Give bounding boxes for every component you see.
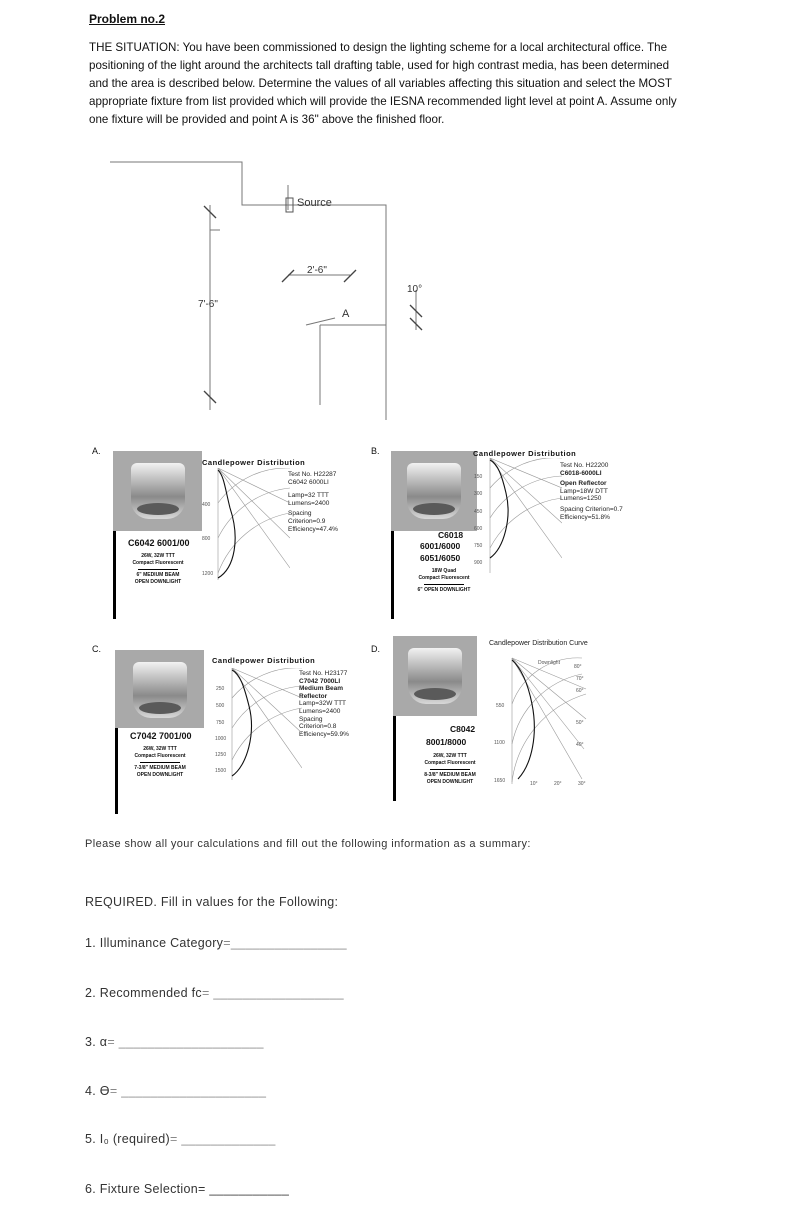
required-heading: REQUIRED. Fill in values for the Following: — [85, 895, 339, 909]
svg-text:800: 800 — [202, 536, 211, 542]
ceiling-wall-outline — [110, 162, 386, 420]
vertical-dimension-label: 7'-6" — [198, 299, 218, 310]
option-d-label: D. — [371, 644, 380, 654]
option-a-label: A. — [92, 446, 101, 456]
required-item-illuminance-category: 1. Illuminance Category=________________ — [85, 936, 347, 950]
svg-text:Downlight: Downlight — [538, 660, 560, 666]
section-diagram — [110, 160, 450, 420]
fixture-b-bar — [391, 531, 394, 619]
required-item-fixture-selection: 6. Fixture Selection= ___________ — [85, 1182, 290, 1196]
horizontal-dimension-label: 2'-6" — [307, 265, 327, 276]
problem-title: Problem no.2 — [89, 12, 166, 26]
svg-text:20°: 20° — [554, 781, 562, 787]
fixture-c-photo — [115, 650, 204, 728]
fixture-c-specs: 26W, 32W TTT Compact Fluorescent 7-3/8" MEDIUM BEAM OPEN DOWNLIGHT — [134, 746, 186, 778]
required-item-theta: 4. Ө= ____________________ — [85, 1084, 267, 1098]
fixture-c-bar — [115, 728, 118, 814]
svg-text:50°: 50° — [576, 720, 584, 726]
fixture-c-curve — [232, 670, 251, 776]
point-a-label: A — [342, 308, 350, 320]
downlight-icon — [131, 463, 185, 519]
fixture-b-test-info: Test No. H22200 C6018-6000LI Open Reflector Lamp=18W DTT Lumens=1250 Spacing Criterion=0.7 Efficiency=51.8% — [560, 462, 623, 521]
instructions-text: Please show all your calculations and fill out the following information as a summary: — [85, 838, 531, 850]
fixture-a-polar-chart — [200, 468, 290, 583]
required-item-alpha: 3. α= ____________________ — [85, 1035, 264, 1049]
svg-text:1500: 1500 — [215, 768, 227, 774]
svg-text:1100: 1100 — [494, 740, 505, 746]
svg-text:750: 750 — [474, 543, 483, 549]
option-c-label: C. — [92, 644, 101, 654]
fixture-d-bar — [393, 716, 396, 801]
fixture-a-specs: 26W, 32W TTT Compact Fluorescent 6" MEDIUM BEAM OPEN DOWNLIGHT — [132, 553, 184, 585]
fixture-b-photo — [391, 451, 477, 531]
fixture-d-model: C8042 — [450, 724, 476, 734]
tick-right — [344, 270, 356, 282]
angle-dimension-label: 10° — [407, 284, 423, 295]
tick-left — [282, 270, 294, 282]
fixture-c-model: C7042 7001/00 — [130, 731, 192, 741]
svg-text:10°: 10° — [530, 781, 538, 787]
fixture-a-photo — [113, 451, 202, 531]
svg-text:550: 550 — [496, 703, 505, 709]
svg-text:1250: 1250 — [215, 752, 227, 758]
svg-text:80°: 80° — [574, 664, 582, 670]
svg-text:70°: 70° — [576, 676, 584, 682]
svg-text:1000: 1000 — [215, 736, 227, 742]
fixture-b-chart-title: Candlepower Distribution — [473, 449, 577, 458]
source-label: Source — [297, 197, 332, 209]
fixture-d-polar-chart — [490, 654, 590, 789]
svg-text:300: 300 — [474, 491, 483, 497]
svg-text:500: 500 — [216, 703, 225, 709]
fixture-a-test-info: Test No. H22287 C6042 6000LI Lamp=32 TTT Lumens=2400 Spacing Criterion=0.9 Efficiency=47.4% — [288, 471, 338, 533]
svg-text:250: 250 — [216, 686, 225, 692]
downlight-icon — [133, 662, 187, 718]
fixture-b-model-3: 6051/6050 — [420, 553, 461, 563]
situation-paragraph: THE SITUATION: You have been commissioned to design the lighting scheme for a local architectural office. The positioning of the light around the architects tall drafting table, used for high contrast media, has been determined and the area is described below. Determine the values of all variables affecting this situation and select the MOST appropriate fixture from list provided which will provide the IESNA recommended light level at point A. Assume only one fixture will be provided and point A is 36" above the finished floor. — [89, 41, 677, 126]
downlight-icon — [407, 463, 461, 519]
fixture-c-chart-title: Candlepower Distribution — [212, 656, 316, 665]
svg-text:30°: 30° — [578, 781, 586, 787]
svg-text:60°: 60° — [576, 688, 584, 694]
svg-text:600: 600 — [474, 526, 483, 532]
fixture-b-model: C6018 — [438, 530, 464, 540]
fixture-b-specs: 18W Quad Compact Fluorescent 6" OPEN DOWNLIGHT — [417, 568, 471, 593]
fixture-a-chart-title: Candlepower Distribution — [202, 458, 306, 467]
fixture-b-polar-chart — [472, 458, 562, 578]
svg-text:400: 400 — [202, 502, 211, 508]
downlight-icon — [408, 648, 462, 704]
fixture-b-model-2: 6001/6000 — [420, 541, 461, 551]
fixture-a-bar — [113, 531, 116, 619]
option-b-label: B. — [371, 446, 380, 456]
table-slope — [306, 318, 335, 325]
fixture-d-specs: 26W, 32W TTT Compact Fluorescent 8-3/8" MEDIUM BEAM OPEN DOWNLIGHT — [424, 753, 476, 785]
fixture-d-photo — [393, 636, 477, 716]
fixture-c-polar-chart — [214, 668, 302, 783]
svg-text:900: 900 — [474, 560, 483, 566]
svg-text:750: 750 — [216, 720, 225, 726]
svg-text:150: 150 — [474, 474, 483, 480]
svg-text:40°: 40° — [576, 742, 584, 748]
required-item-recommended-fc: 2. Recommended fc= __________________ — [85, 986, 344, 1000]
svg-text:450: 450 — [474, 509, 483, 515]
fixture-a-model: C6042 6001/00 — [128, 538, 190, 548]
fixture-c-test-info: Test No. H23177 C7042 7000LI Medium Beam Reflector Lamp=32W TTT Lumens=2400 Spacing Criterion=0.8 Efficiency=59.9% — [299, 670, 349, 738]
fixture-d-chart-title: Candlepower Distribution Curve — [489, 640, 588, 647]
svg-text:1650: 1650 — [494, 778, 506, 784]
required-item-io-required: 5. I₀ (required)= _____________ — [85, 1132, 276, 1146]
svg-text:1200: 1200 — [202, 571, 214, 577]
fixture-d-model-2: 8001/8000 — [426, 737, 467, 747]
